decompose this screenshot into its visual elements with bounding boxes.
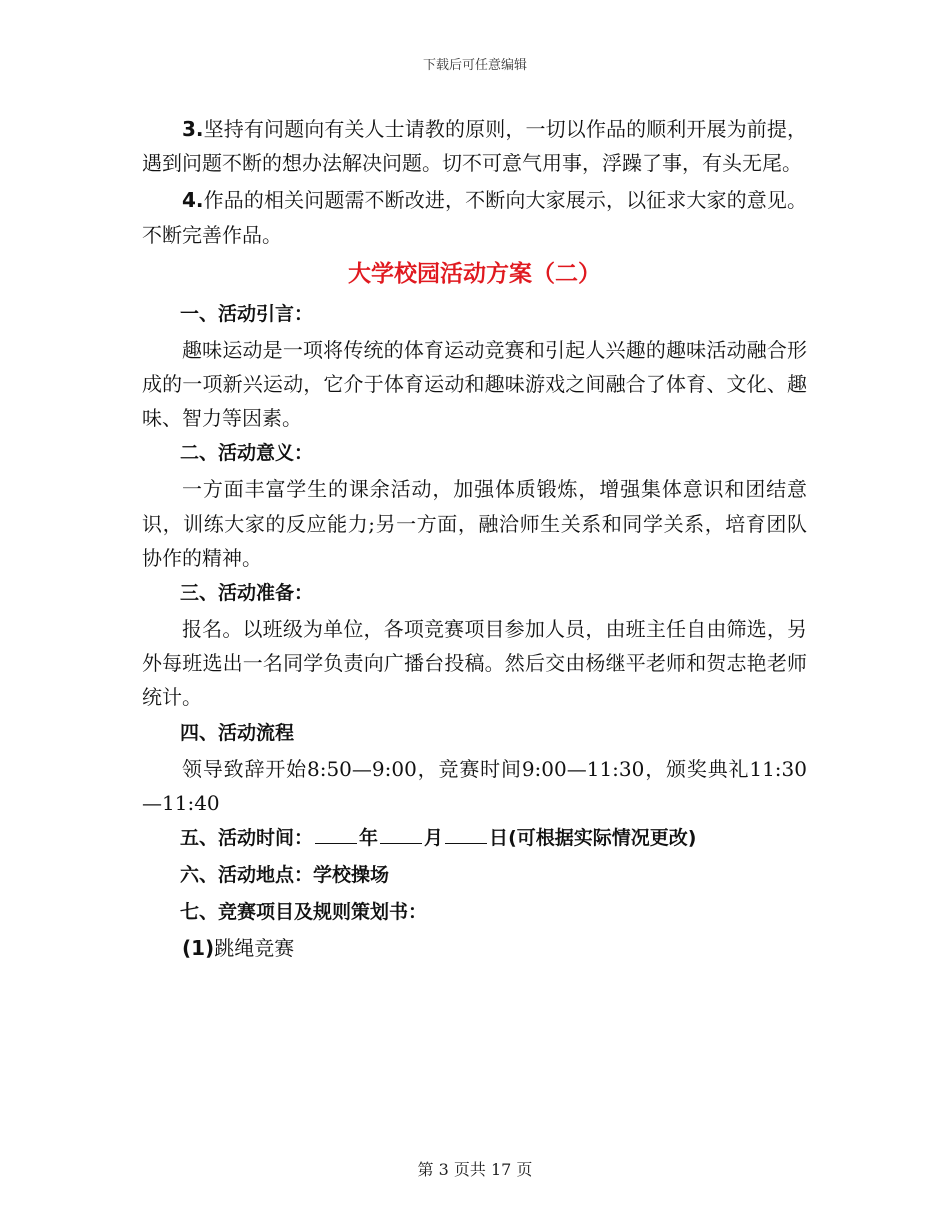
paragraph-significance: 一方面丰富学生的课余活动，加强体质锻炼，增强集体意识和团结意识，训练大家的反应能力;另一方面，融洽师生关系和同学关系，培育团队协作的精神。 bbox=[142, 477, 807, 570]
paragraph-preparation: 报名。以班级为单位，各项竞赛项目参加人员，由班主任自由筛选，另外每班选出一名同学负责向广播台投稿。然后交由杨继平老师和贺志艳老师统计。 bbox=[142, 617, 807, 710]
month-label: 月 bbox=[424, 827, 444, 850]
blank-line bbox=[380, 842, 422, 844]
paragraph-4 bbox=[142, 183, 807, 251]
paragraph-number: 4. bbox=[182, 188, 204, 213]
time-label: 五、活动时间： bbox=[180, 827, 314, 850]
paragraph-text: 作品的相关问题需不断改进，不断向大家展示，以征求大家的意见。不断完善作品。 bbox=[142, 188, 807, 247]
blank-line bbox=[445, 842, 487, 844]
document-body bbox=[142, 112, 807, 965]
item-text: 跳绳竞赛 bbox=[214, 936, 295, 961]
item-number: (1) bbox=[182, 936, 215, 961]
day-label: 日 bbox=[489, 827, 509, 850]
paragraph-process: 领导致辞开始8:50—9:00，竞赛时间9:00—11:30，颁奖典礼11:30—11:40 bbox=[142, 756, 807, 815]
paragraph-3 bbox=[142, 112, 807, 180]
section-title: 大学校园活动方案（二） bbox=[348, 260, 601, 287]
list-item-rope-skipping bbox=[142, 931, 807, 965]
paragraph-introduction: 趣味运动是一项将传统的体育运动竞赛和引起人兴趣的趣味活动融合形成的一项新兴运动，它介于体育运动和趣味游戏之间融合了体育、文化、趣味、智力等因素。 bbox=[142, 337, 807, 431]
heading-process: 四、活动流程 bbox=[180, 721, 295, 744]
heading-rules: 七、竞赛项目及规则策划书： bbox=[180, 901, 428, 924]
page-header: 下载后可任意编辑 bbox=[422, 58, 527, 73]
paragraph-number: 3. bbox=[182, 117, 204, 141]
page-footer: 第 3 页共 17 页 bbox=[417, 1160, 533, 1179]
heading-preparation: 三、活动准备： bbox=[180, 582, 314, 605]
heading-significance: 二、活动意义： bbox=[180, 442, 314, 465]
blank-line bbox=[315, 842, 357, 844]
year-label: 年 bbox=[359, 827, 379, 850]
paragraph-text: 坚持有问题向有关人士请教的原则，一切以作品的顺利开展为前提，遇到问题不断的想办法解决问题。切不可意气用事，浮躁了事，有头无尾。 bbox=[142, 117, 807, 176]
heading-introduction: 一、活动引言： bbox=[180, 302, 314, 325]
heading-location: 六、活动地点：学校操场 bbox=[180, 864, 390, 887]
time-note: (可根据实际情况更改) bbox=[508, 827, 697, 850]
heading-time bbox=[142, 820, 807, 857]
